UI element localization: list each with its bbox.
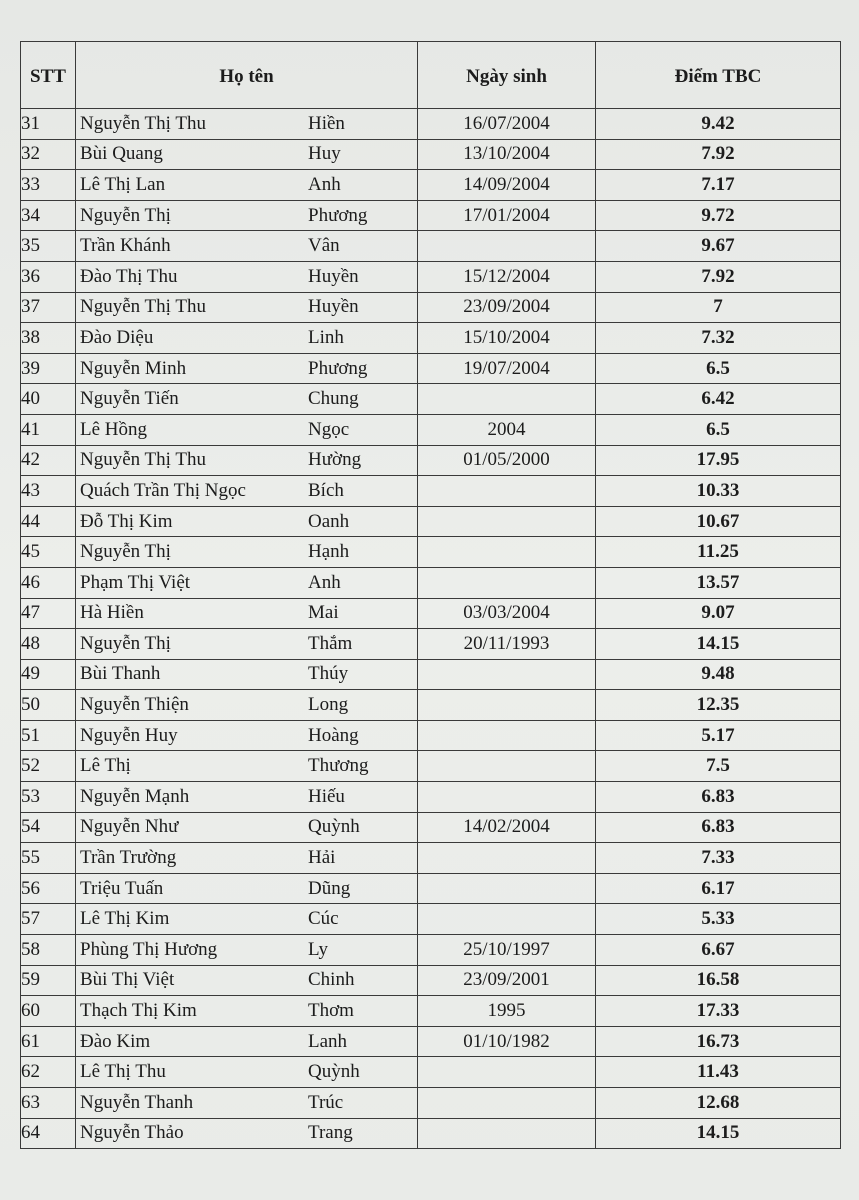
row-stt: 53: [21, 782, 76, 813]
row-name-cell: [76, 935, 418, 966]
row-ngay-sinh: 20/11/1993: [418, 629, 596, 660]
row-name-cell: [76, 537, 418, 568]
table-row: [21, 567, 841, 598]
row-ngay-sinh: [418, 873, 596, 904]
row-ngay-sinh: [418, 720, 596, 751]
table-row: [21, 659, 841, 690]
row-ngay-sinh: 01/10/1982: [418, 1026, 596, 1057]
row-ten: Vân: [308, 235, 340, 257]
row-ho: Hà Hiền: [80, 602, 144, 624]
row-stt: 41: [21, 414, 76, 445]
row-ho: Phạm Thị Việt: [80, 571, 191, 593]
row-stt: 50: [21, 690, 76, 721]
row-diem-tbc: 6.42: [596, 384, 841, 415]
table-row: [21, 935, 841, 966]
table-row: [21, 598, 841, 629]
row-ngay-sinh: [418, 1057, 596, 1088]
row-ho: Bùi Thị Việt: [80, 969, 175, 991]
table-row: [21, 904, 841, 935]
row-name-cell: [76, 629, 418, 660]
row-name-cell: [76, 200, 418, 231]
row-stt: 39: [21, 353, 76, 384]
row-ngay-sinh: 23/09/2001: [418, 965, 596, 996]
row-diem-tbc: 7.33: [596, 843, 841, 874]
table-row: [21, 414, 841, 445]
row-ten: Chung: [308, 388, 359, 410]
row-name-cell: [76, 109, 418, 140]
row-ten: Phương: [308, 204, 368, 226]
row-ten: Anh: [308, 173, 341, 195]
row-diem-tbc: 6.17: [596, 873, 841, 904]
row-name-cell: [76, 843, 418, 874]
row-name-cell: [76, 1057, 418, 1088]
row-ten: Huy: [308, 143, 341, 165]
row-ho: Thạch Thị Kim: [80, 1000, 197, 1022]
row-ten: Lanh: [308, 1030, 348, 1052]
row-ngay-sinh: 16/07/2004: [418, 109, 596, 140]
row-diem-tbc: 14.15: [596, 1118, 841, 1149]
row-ten: Thúy: [308, 663, 349, 685]
row-ngay-sinh: 01/05/2000: [418, 445, 596, 476]
row-name-cell: [76, 996, 418, 1027]
row-diem-tbc: 7.92: [596, 261, 841, 292]
row-ngay-sinh: [418, 506, 596, 537]
row-ten: Ly: [308, 938, 329, 960]
row-ten: Trúc: [308, 1091, 344, 1113]
row-diem-tbc: 12.68: [596, 1088, 841, 1119]
row-ngay-sinh: 19/07/2004: [418, 353, 596, 384]
row-ten: Chinh: [308, 969, 355, 991]
row-ho: Đào Kim: [80, 1030, 151, 1052]
row-ten: Huyền: [308, 265, 359, 287]
row-diem-tbc: 5.17: [596, 720, 841, 751]
row-ho: Nguyễn Thảo: [80, 1122, 184, 1144]
row-diem-tbc: 6.83: [596, 812, 841, 843]
row-ho: Quách Trần Thị Ngọc: [80, 479, 246, 501]
row-stt: 57: [21, 904, 76, 935]
row-ho: Lê Hồng: [80, 418, 148, 440]
row-ten: Hiền: [308, 112, 345, 134]
table-row: [21, 292, 841, 323]
row-ngay-sinh: [418, 476, 596, 507]
row-stt: 60: [21, 996, 76, 1027]
row-ho: Nguyễn Huy: [80, 724, 178, 746]
table-row: [21, 812, 841, 843]
row-stt: 34: [21, 200, 76, 231]
row-diem-tbc: 6.5: [596, 353, 841, 384]
row-ngay-sinh: 23/09/2004: [418, 292, 596, 323]
table-row: [21, 843, 841, 874]
row-name-cell: [76, 965, 418, 996]
row-stt: 62: [21, 1057, 76, 1088]
row-diem-tbc: 10.67: [596, 506, 841, 537]
row-ten: Dũng: [308, 877, 351, 899]
row-diem-tbc: 7.32: [596, 323, 841, 354]
table-row: [21, 323, 841, 354]
row-name-cell: [76, 690, 418, 721]
row-ho: Bùi Thanh: [80, 663, 161, 685]
row-ngay-sinh: 15/10/2004: [418, 323, 596, 354]
table-row: [21, 873, 841, 904]
row-ngay-sinh: 14/09/2004: [418, 170, 596, 201]
row-ngay-sinh: 1995: [418, 996, 596, 1027]
header-stt: STT: [21, 42, 76, 109]
row-ho: Nguyễn Thị: [80, 632, 171, 654]
row-diem-tbc: 9.72: [596, 200, 841, 231]
table-row: [21, 170, 841, 201]
row-name-cell: [76, 506, 418, 537]
row-diem-tbc: 9.67: [596, 231, 841, 262]
row-ngay-sinh: [418, 537, 596, 568]
header-ho-ten: Họ tên: [76, 42, 418, 109]
row-ten: Trang: [308, 1122, 353, 1144]
row-ho: Nguyễn Như: [80, 816, 179, 838]
row-stt: 64: [21, 1118, 76, 1149]
row-stt: 52: [21, 751, 76, 782]
row-ho: Lê Thị: [80, 755, 131, 777]
row-ten: Quỳnh: [308, 816, 360, 838]
row-ten: Thơm: [308, 1000, 354, 1022]
row-diem-tbc: 11.25: [596, 537, 841, 568]
row-stt: 63: [21, 1088, 76, 1119]
row-name-cell: [76, 720, 418, 751]
row-name-cell: [76, 873, 418, 904]
row-stt: 32: [21, 139, 76, 170]
row-diem-tbc: 5.33: [596, 904, 841, 935]
table-row: [21, 384, 841, 415]
row-ho: Đào Diệu: [80, 326, 154, 348]
row-ho: Nguyễn Thị Thu: [80, 112, 206, 134]
row-stt: 36: [21, 261, 76, 292]
row-ho: Bùi Quang: [80, 143, 163, 165]
row-diem-tbc: 7.17: [596, 170, 841, 201]
row-ho: Phùng Thị Hương: [80, 938, 218, 960]
row-ngay-sinh: 25/10/1997: [418, 935, 596, 966]
row-name-cell: [76, 904, 418, 935]
table-row: [21, 139, 841, 170]
row-stt: 37: [21, 292, 76, 323]
row-name-cell: [76, 567, 418, 598]
row-diem-tbc: 11.43: [596, 1057, 841, 1088]
row-stt: 56: [21, 873, 76, 904]
row-diem-tbc: 7: [596, 292, 841, 323]
row-diem-tbc: 16.73: [596, 1026, 841, 1057]
row-ho: Nguyễn Tiến: [80, 388, 179, 410]
table-row: [21, 537, 841, 568]
header-ngay-sinh: Ngày sinh: [418, 42, 596, 109]
row-stt: 31: [21, 109, 76, 140]
table-row: [21, 629, 841, 660]
row-stt: 61: [21, 1026, 76, 1057]
row-stt: 49: [21, 659, 76, 690]
row-ten: Long: [308, 694, 349, 716]
row-stt: 43: [21, 476, 76, 507]
table-row: [21, 996, 841, 1027]
row-ten: Hiếu: [308, 785, 345, 807]
table-row: [21, 690, 841, 721]
row-ngay-sinh: 14/02/2004: [418, 812, 596, 843]
row-name-cell: [76, 323, 418, 354]
row-name-cell: [76, 659, 418, 690]
table-row: [21, 476, 841, 507]
row-diem-tbc: 17.33: [596, 996, 841, 1027]
grades-table: [20, 41, 841, 1149]
table-row: [21, 231, 841, 262]
row-ho: Nguyễn Mạnh: [80, 785, 190, 807]
row-stt: 45: [21, 537, 76, 568]
row-ngay-sinh: [418, 659, 596, 690]
row-ten: Hoàng: [308, 724, 359, 746]
table-row: [21, 965, 841, 996]
row-ten: Anh: [308, 571, 341, 593]
row-stt: 46: [21, 567, 76, 598]
row-ho: Nguyễn Thiện: [80, 694, 189, 716]
row-ngay-sinh: 17/01/2004: [418, 200, 596, 231]
row-ho: Nguyễn Thị Thu: [80, 449, 206, 471]
row-ngay-sinh: [418, 904, 596, 935]
row-diem-tbc: 9.48: [596, 659, 841, 690]
row-ngay-sinh: 2004: [418, 414, 596, 445]
row-name-cell: [76, 261, 418, 292]
row-ngay-sinh: [418, 384, 596, 415]
row-stt: 42: [21, 445, 76, 476]
row-stt: 33: [21, 170, 76, 201]
row-ho: Lê Thị Thu: [80, 1061, 166, 1083]
table-row: [21, 1088, 841, 1119]
row-ngay-sinh: [418, 690, 596, 721]
row-diem-tbc: 13.57: [596, 567, 841, 598]
row-ngay-sinh: [418, 1088, 596, 1119]
row-name-cell: [76, 751, 418, 782]
row-diem-tbc: 6.83: [596, 782, 841, 813]
row-name-cell: [76, 231, 418, 262]
row-ngay-sinh: [418, 567, 596, 598]
row-stt: 48: [21, 629, 76, 660]
row-ngay-sinh: [418, 782, 596, 813]
row-ngay-sinh: [418, 1118, 596, 1149]
row-diem-tbc: 14.15: [596, 629, 841, 660]
row-stt: 51: [21, 720, 76, 751]
row-ten: Thắm: [308, 632, 353, 654]
row-stt: 59: [21, 965, 76, 996]
row-ho: Nguyễn Thanh: [80, 1091, 194, 1113]
row-diem-tbc: 17.95: [596, 445, 841, 476]
row-ngay-sinh: [418, 231, 596, 262]
row-ten: Hạnh: [308, 541, 350, 563]
row-name-cell: [76, 414, 418, 445]
row-ngay-sinh: [418, 843, 596, 874]
row-ten: Oanh: [308, 510, 350, 532]
row-ho: Triệu Tuấn: [80, 877, 164, 899]
row-ngay-sinh: 15/12/2004: [418, 261, 596, 292]
row-ten: Hải: [308, 847, 336, 869]
row-ho: Lê Thị Lan: [80, 173, 166, 195]
row-ho: Nguyễn Thị Thu: [80, 296, 206, 318]
table-row: [21, 506, 841, 537]
row-name-cell: [76, 445, 418, 476]
row-stt: 40: [21, 384, 76, 415]
row-diem-tbc: 10.33: [596, 476, 841, 507]
row-stt: 38: [21, 323, 76, 354]
row-name-cell: [76, 170, 418, 201]
row-diem-tbc: 6.67: [596, 935, 841, 966]
row-ho: Lê Thị Kim: [80, 908, 170, 930]
row-ho: Trần Khánh: [80, 235, 171, 257]
row-diem-tbc: 9.07: [596, 598, 841, 629]
row-name-cell: [76, 384, 418, 415]
table-row: [21, 200, 841, 231]
row-ho: Đỗ Thị Kim: [80, 510, 173, 532]
table-header: [21, 42, 841, 109]
table-row: [21, 782, 841, 813]
row-ten: Linh: [308, 326, 344, 348]
row-ten: Mai: [308, 602, 339, 624]
row-ten: Thương: [308, 755, 369, 777]
row-stt: 55: [21, 843, 76, 874]
row-ten: Phương: [308, 357, 368, 379]
row-name-cell: [76, 292, 418, 323]
row-stt: 58: [21, 935, 76, 966]
row-name-cell: [76, 812, 418, 843]
header-diem-tbc: Điểm TBC: [596, 42, 841, 109]
table-row: [21, 720, 841, 751]
row-name-cell: [76, 782, 418, 813]
table-row: [21, 1118, 841, 1149]
table-row: [21, 261, 841, 292]
row-stt: 54: [21, 812, 76, 843]
row-name-cell: [76, 476, 418, 507]
table-row: [21, 1026, 841, 1057]
table-body: [21, 109, 841, 1149]
row-ten: Quỳnh: [308, 1061, 360, 1083]
row-ten: Ngọc: [308, 418, 350, 440]
row-diem-tbc: 12.35: [596, 690, 841, 721]
table-row: [21, 751, 841, 782]
row-ten: Hường: [308, 449, 362, 471]
row-name-cell: [76, 1088, 418, 1119]
row-diem-tbc: 16.58: [596, 965, 841, 996]
row-stt: 47: [21, 598, 76, 629]
row-diem-tbc: 7.92: [596, 139, 841, 170]
row-name-cell: [76, 353, 418, 384]
row-diem-tbc: 9.42: [596, 109, 841, 140]
row-ngay-sinh: 13/10/2004: [418, 139, 596, 170]
table-row: [21, 353, 841, 384]
row-ngay-sinh: 03/03/2004: [418, 598, 596, 629]
row-name-cell: [76, 1118, 418, 1149]
row-stt: 35: [21, 231, 76, 262]
table-row: [21, 1057, 841, 1088]
row-ho: Nguyễn Minh: [80, 357, 187, 379]
row-stt: 44: [21, 506, 76, 537]
row-diem-tbc: 7.5: [596, 751, 841, 782]
row-ho: Đào Thị Thu: [80, 265, 178, 287]
row-name-cell: [76, 598, 418, 629]
row-diem-tbc: 6.5: [596, 414, 841, 445]
row-ten: Huyền: [308, 296, 359, 318]
table-row: [21, 445, 841, 476]
row-ho: Nguyễn Thị: [80, 204, 171, 226]
row-ho: Trần Trường: [80, 847, 177, 869]
table-row: [21, 109, 841, 140]
header-row: [21, 42, 841, 109]
row-ten: Cúc: [308, 908, 339, 930]
row-name-cell: [76, 139, 418, 170]
row-ngay-sinh: [418, 751, 596, 782]
row-ten: Bích: [308, 479, 344, 501]
row-ho: Nguyễn Thị: [80, 541, 171, 563]
row-name-cell: [76, 1026, 418, 1057]
